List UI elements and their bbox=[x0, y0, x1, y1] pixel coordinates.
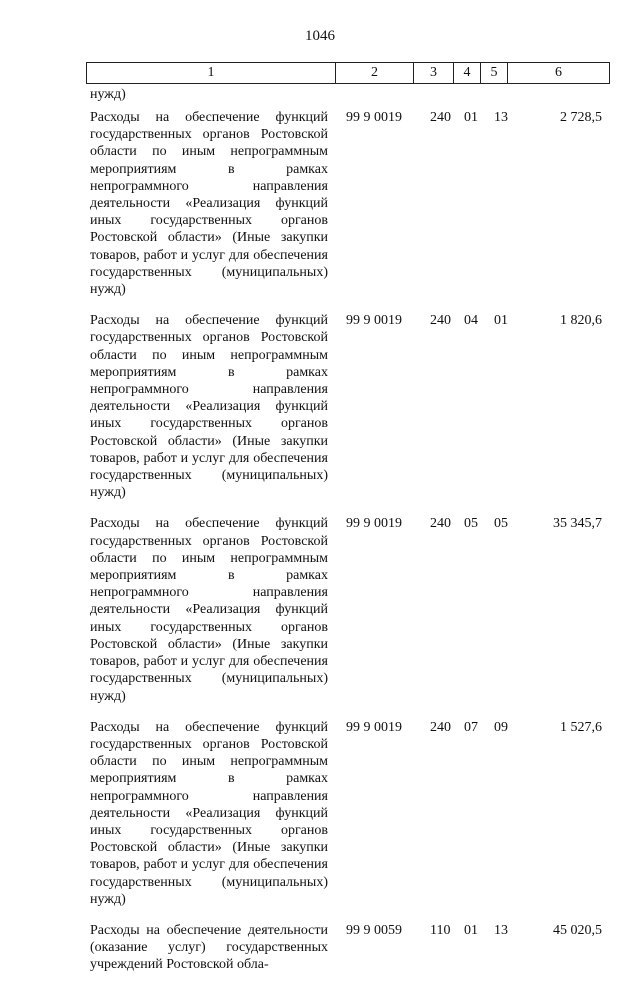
row-subsection: 13 bbox=[494, 110, 508, 125]
row-amount: 1 527,6 bbox=[560, 719, 602, 735]
row-expense-type: 240 bbox=[430, 516, 451, 532]
row-expense-type: 240 bbox=[430, 110, 451, 125]
header-col-1: 1 bbox=[207, 65, 215, 80]
row-target-code: 99 9 0059 bbox=[346, 922, 402, 938]
row-description: Расходы на обеспечение деятельности (оказание услуг) государственных учреждений Ростовской обла- bbox=[90, 922, 328, 973]
row-subsection: 09 bbox=[494, 719, 508, 735]
table-header bbox=[86, 62, 610, 84]
header-col-3: 3 bbox=[413, 63, 453, 83]
row-target-code: 99 9 0019 bbox=[346, 110, 402, 125]
row-expense-type: 240 bbox=[430, 313, 451, 329]
row-expense-type: 110 bbox=[430, 922, 451, 938]
header-col-6: 6 bbox=[507, 63, 609, 83]
previous-row-tail: нужд) bbox=[90, 87, 126, 102]
header-col-5: 5 bbox=[480, 63, 507, 83]
row-section: 05 bbox=[464, 516, 478, 532]
row-description: Расходы на обеспечение функций государственных органов Ростовской области по иным непрограммным мероприятиям в рамках непрограммного направления деятельности «Реализация функций иных государственных органов Ростовской области» (Иные закупки товаров, работ и услуг для обеспечения государственных (муниципальных) нужд) bbox=[90, 719, 328, 907]
row-section: 04 bbox=[464, 313, 478, 329]
table-row bbox=[86, 312, 610, 501]
row-target-code: 99 9 0019 bbox=[346, 313, 402, 329]
header-col-4: 4 bbox=[453, 63, 480, 83]
row-amount: 45 020,5 bbox=[553, 922, 602, 938]
row-target-code: 99 9 0019 bbox=[346, 516, 402, 532]
row-expense-type: 240 bbox=[430, 719, 451, 735]
row-section: 01 bbox=[464, 110, 478, 125]
row-amount: 2 728,5 bbox=[560, 110, 602, 125]
row-section: 07 bbox=[464, 719, 478, 735]
table-row bbox=[86, 109, 610, 298]
row-target-code: 99 9 0019 bbox=[346, 719, 402, 735]
row-amount: 35 345,7 bbox=[553, 516, 602, 532]
page-number: 1046 bbox=[305, 28, 335, 44]
row-amount: 1 820,6 bbox=[560, 313, 602, 329]
row-subsection: 01 bbox=[494, 313, 508, 329]
row-description: Расходы на обеспечение функций государственных органов Ростовской области по иным непрограммным мероприятиям в рамках непрограммного направления деятельности «Реализация функций иных государственных органов Ростовской области» (Иные закупки товаров, работ и услуг для обеспечения государственных (муниципальных) нужд) bbox=[90, 110, 328, 298]
table-row bbox=[86, 515, 610, 704]
row-section: 01 bbox=[464, 922, 478, 938]
table-row bbox=[86, 922, 610, 974]
row-description: Расходы на обеспечение функций государственных органов Ростовской области по иным непрограммным мероприятиям в рамках непрограммного направления деятельности «Реализация функций иных государственных органов Ростовской области» (Иные закупки товаров, работ и услуг для обеспечения государственных (муниципальных) нужд) bbox=[90, 516, 328, 704]
row-description: Расходы на обеспечение функций государственных органов Ростовской области по иным непрограммным мероприятиям в рамках непрограммного направления деятельности «Реализация функций иных государственных органов Ростовской области» (Иные закупки товаров, работ и услуг для обеспечения государственных (муниципальных) нужд) bbox=[90, 313, 328, 501]
header-col-2: 2 bbox=[335, 63, 413, 83]
row-subsection: 05 bbox=[494, 516, 508, 532]
row-subsection: 13 bbox=[494, 922, 508, 938]
table-body bbox=[86, 109, 610, 988]
table-row bbox=[86, 719, 610, 908]
